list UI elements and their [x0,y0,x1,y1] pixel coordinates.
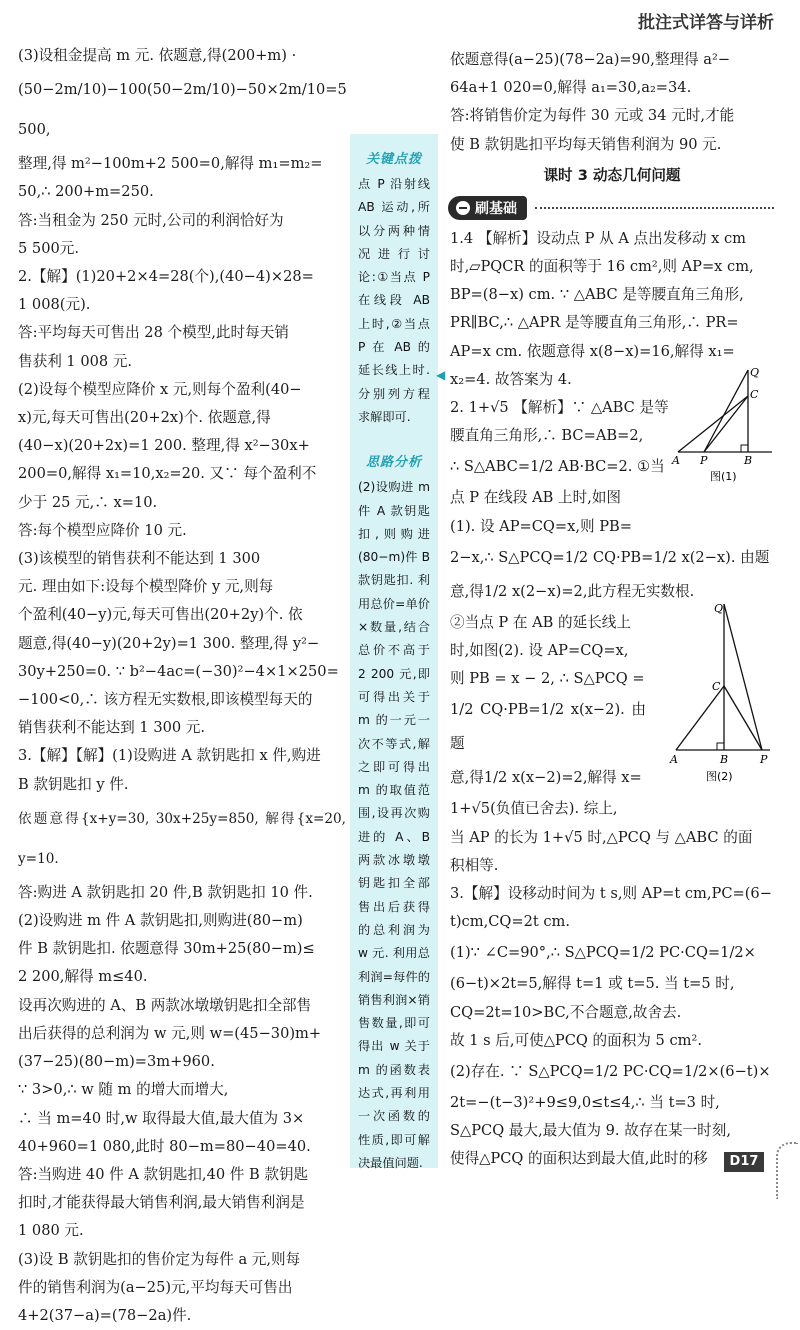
sidebar-title-key-points: 关键点拨 [365,152,422,167]
text-line: 点 P 在线段 AB 上时,如图 [450,489,622,507]
section-badge [448,196,527,220]
text-line: 4+2(37−a)=(78−2a)件. [18,1306,192,1324]
problem-3-start: 3.【解】设移动时间为 t s,则 AP=t cm,PC=(6− [450,885,772,903]
text-line: (3)设 B 款钥匙扣的售价定为每件 a 元,则每 [18,1250,301,1268]
text-line: 个盈利(40−y)元,每天可售出(20+2y)个. 依 [18,606,303,624]
figure-2-label: P [760,753,768,766]
text-line: 答:当租金为 250 元时,公司的利润恰好为 [18,211,284,229]
problem-1-start: 1.4 【解析】设动点 P 从 A 点出发移动 x cm [450,229,747,247]
figure-1-label: C [750,388,759,401]
figure-2 [668,600,784,802]
text-line: 故 1 s 后,可使△PCQ 的面积为 5 cm². [450,1031,702,1049]
text-line: (2)存在. ∵ S△PCQ=1/2 PC·CQ=1/2×(6−t)× [450,1063,771,1081]
sidebar-text-analysis: (2)设购进 m 件 A 款钥匙扣,则购进(80−m)件 B 款钥匙扣. 利用总价=单价×数量,结合总价不高于 2 200 元,即可得出关于 m 的一元一次不等式,解之即可得出 m 的取值范围,设再次购进的 A、B 两款冰墩墩钥匙扣全部售出后获得的总利润为 w 元. 利用总利润=每件的销售利润×销售数量,即可得出 w 关于 m 的函数表达式,再利用一次函数的性质,即可解决最值问题. [358,480,430,1170]
text-line: 30y+250=0. ∵ b²−4ac=(−30)²−4×1×250= [18,662,339,680]
text-line: t)cm,CQ=2t cm. [450,913,571,931]
figure-1-label: Q [750,366,760,379]
text-line: ∴ S△ABC=1/2 AB·BC=2. ①当 [450,458,665,476]
equation-system-line: 依题意得{x+y=30, 30x+25y=850, 解得{x=20, y=10. [18,810,346,867]
figure-2-diagram [668,600,784,802]
text-line: 腰直角三角形,∴ BC=AB=2, [450,427,644,445]
text-line: S△PCQ 最大,最大值为 9. 故存在某一时刻, [450,1122,732,1140]
left-column [18,42,346,1330]
corner-decoration [776,1142,798,1199]
text-line: (3)设租金提高 m 元. 依题意,得(200+m) · [18,47,297,64]
text-line: 积相等. [450,856,499,874]
section-badge-label: 刷基础 [475,200,517,217]
text-line: 元. 理由如下:设每个模型降价 y 元,则每 [18,578,274,596]
text-line: 意,得1/2 x(2−x)=2,此方程无实数根. [450,582,695,600]
text-line: 1 008(元). [18,296,91,314]
text-line: BP=(8−x) cm. ∵ △ABC 是等腰直角三角形, [450,286,744,304]
sidebar-title-analysis: 思路分析 [365,455,422,471]
annotation-sidebar [350,134,438,1168]
text-line: x₂=4. 故答案为 4. [450,370,572,388]
text-line: ②当点 P 在 AB 的延长线上 [450,613,631,631]
figure-2-label: Q [714,602,724,615]
problem-2-start: 2. 1+√5 【解析】∵ △ABC 是等 [450,399,669,417]
text-line: 1 080 元. [18,1222,84,1240]
problem-3-start: 3.【解】【解】(1)设购进 A 款钥匙扣 x 件,购进 [18,747,321,765]
sidebar-text-key-points: 点 P 沿射线 AB 运动,所以分两种情况进行讨论:①当点 P 在线段 AB 上时,②当点 P 在 AB 的延长线上时. 分别列方程求解即可. [358,177,430,424]
text-line: 使得△PCQ 的面积达到最大值,此时的移 [450,1150,708,1168]
text-line: −100<0,∴ 该方程无实数根,即该模型每天的 [18,691,313,709]
text-line: 题意,得(40−y)(20+2y)=1 300. 整理,得 y²− [18,634,320,652]
text-line: 依题意得(a−25)(78−2a)=90,整理得 a²− [450,51,731,68]
text-line: PR∥BC,∴ △APR 是等腰直角三角形,∴ PR= [450,314,739,332]
figure-2-caption: 图(2) [706,770,733,783]
text-line: 1+√5(负值已舍去). 综上, [450,800,618,818]
text-line: (6−t)×2t=5,解得 t=1 或 t=5. 当 t=5 时, [450,975,735,993]
text-line: 2t=−(t−3)²+9≤9,0≤t≤4,∴ 当 t=3 时, [450,1094,720,1112]
text-line: 答:当购进 40 件 A 款钥匙扣,40 件 B 款钥匙 [18,1165,309,1183]
text-line: 2−x,∴ S△PCQ=1/2 CQ·PB=1/2 x(2−x). 由题 [450,548,770,566]
figure-1-caption: 图(1) [710,470,737,483]
text-line: 答:购进 A 款钥匙扣 20 件,B 款钥匙扣 10 件. [18,883,313,901]
text-line: (1)∵ ∠C=90°,∴ S△PCQ=1/2 PC·CQ=1/2× [450,944,756,962]
text-line: 5 500元. [18,239,80,257]
figure-2-label: A [670,753,678,766]
text-line: 销售获利不能达到 1 300 元. [18,719,206,737]
text-line: 意,得1/2 x(x−2)=2,解得 x= [450,769,642,787]
text-line: (1). 设 AP=CQ=x,则 PB= [450,517,633,535]
text-line: 200=0,解得 x₁=10,x₂=20. 又∵ 每个盈利不 [18,465,317,483]
problem-2-start: 2.【解】(1)20+2×4=28(个),(40−4)×28= [18,268,314,286]
figure-1-label: P [700,454,708,467]
figure-2-label: C [712,680,721,693]
text-line: 扣时,才能获得最大销售利润,最大销售利润是 [18,1194,305,1212]
text-line: CQ=2t=10>BC,不合题意,故舍去. [450,1003,682,1021]
text-line: 使 B 款钥匙扣平均每天销售利润为 90 元. [450,135,722,153]
text-line: ∵ 3>0,∴ w 随 m 的增大而增大, [18,1081,229,1099]
pointer-arrow-icon: ◀ [436,368,446,382]
text-line: 当 AP 的长为 1+√5 时,△PCQ 与 △ABC 的面 [450,828,753,846]
section-banner [448,195,774,221]
text-line: 答:每个模型应降价 10 元. [18,521,187,539]
text-line: 答:平均每天可售出 28 个模型,此时每天销 [18,324,289,342]
text-line: 时,如图(2). 设 AP=CQ=x, [450,642,629,660]
text-line: 1/2 CQ·PB=1/2 x(x−2). 由题 [450,701,646,753]
text-line: 设再次购进的 A、B 两款冰墩墩钥匙扣全部售 [18,996,312,1014]
figure-2-label: B [720,753,729,766]
figure-1 [670,366,782,488]
figure-1-diagram [670,366,782,488]
page-header-title: 批注式详答与详析 [638,13,774,33]
dotted-divider [535,207,774,209]
text-line: 少于 25 元,∴ x=10. [18,493,158,511]
text-line: x)元,每天可售出(20+2x)个. 依题意,得 [18,409,271,427]
text-line: (2)设每个模型应降价 x 元,则每个盈利(40− [18,380,302,398]
text-line: 64a+1 020=0,解得 a₁=30,a₂=34. [450,79,692,97]
text-line: (50−2m/10)−100(50−2m/10)−50×2m/10=5 500, [18,81,347,139]
text-line: 整理,得 m²−100m+2 500=0,解得 m₁=m₂= [18,155,323,173]
text-line: 答:将销售价定为每件 30 元或 34 元时,才能 [450,107,735,125]
text-line: (40−x)(20+2x)=1 200. 整理,得 x²−30x+ [18,437,310,455]
text-line: ∴ 当 m=40 时,w 取得最大值,最大值为 3× [18,1109,305,1127]
text-line: 50,∴ 200+m=250. [18,183,154,201]
text-line: (37−25)(80−m)=3m+960. [18,1053,215,1071]
brush-icon [456,201,470,215]
text-line: 件的销售利润为(a−25)元,平均每天可售出 [18,1278,293,1296]
text-line: 时,▱PQCR 的面积等于 16 cm²,则 AP=x cm, [450,258,754,276]
text-line: 2 200,解得 m≤40. [18,968,148,986]
text-line: AP=x cm. 依题意得 x(8−x)=16,解得 x₁= [450,342,735,360]
text-line: 售获利 1 008 元. [18,352,133,370]
text-line: 件 B 款钥匙扣. 依题意得 30m+25(80−m)≤ [18,940,315,958]
figure-1-label: A [672,454,680,467]
text-line: 出后获得的总利润为 w 元,则 w=(45−30)m+ [18,1024,322,1042]
text-line: (3)该模型的销售获利不能达到 1 300 [18,550,261,568]
text-line: 40+960=1 080,此时 80−m=80−40=40. [18,1137,311,1155]
text-line: B 款钥匙扣 y 件. [18,775,129,793]
page-number-tag: D17 [724,1152,764,1172]
text-line: (2)设购进 m 件 A 款钥匙扣,则购进(80−m) [18,912,303,930]
text-line: 则 PB = x − 2, ∴ S△PCQ = [450,670,645,688]
lesson-title: 课时 3 动态几何问题 [543,166,681,184]
figure-1-label: B [744,454,753,467]
